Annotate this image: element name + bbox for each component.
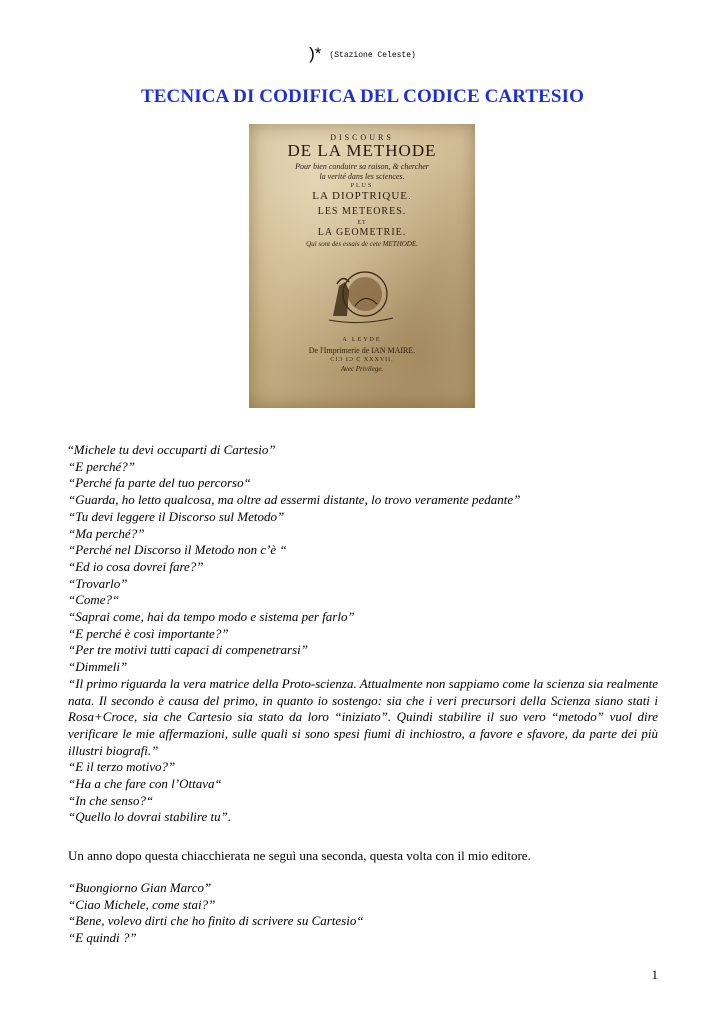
cover-line: ET bbox=[357, 220, 367, 226]
dialogue-line: “Trovarlo” bbox=[68, 575, 128, 591]
dialogue-line: “Per tre motivi tutti capaci di compenetrarsi” bbox=[68, 642, 308, 658]
dialogue-block bbox=[68, 442, 658, 826]
dialogue-line: “Come?“ bbox=[68, 592, 120, 608]
dialogue-paragraph: “Il primo riguarda la vera matrice della Proto-scienza. Attualmente non sappiamo come la scienza sia realmente nata. Il secondo è causa del primo, in quanto io sostengo: sia che i veri precursori della Scienza siano stati i Rosa+Croce, sia che Cartesio sia stato da loro “iniziato”. Quindi stabilire il suo vero “metodo” vuol dire verificare le mie affermazioni, sulle quali si sono spesi fiumi di inchiostro, a favore e sfavore, da parte dei più illustri biografi.” bbox=[68, 675, 658, 758]
dialogue-line: “Ed io cosa dovrei fare?” bbox=[68, 558, 204, 574]
cover-line: DISCOURS bbox=[330, 133, 394, 142]
dialogue-line: “Tu devi leggere il Discorso sul Metodo” bbox=[68, 508, 285, 524]
dialogue-line: “E quindi ?” bbox=[68, 930, 137, 946]
dialogue-line: “Buongiorno Gian Marco” bbox=[68, 880, 212, 895]
cover-line: LA DIOPTRIQUE. bbox=[312, 190, 412, 202]
dialogue-line: “Dimmeli” bbox=[68, 659, 128, 675]
dialogue-line: “E perché è così importante?” bbox=[68, 625, 229, 641]
cover-line: Avec Privilege. bbox=[340, 365, 384, 373]
dialogue-line: “Perché fa parte del tuo percorso“ bbox=[68, 475, 251, 491]
cover-line: la verité dans les sciences. bbox=[319, 172, 405, 181]
dialogue-line: “Ciao Michele, come stai?” bbox=[68, 896, 216, 912]
printer-emblem-icon bbox=[325, 256, 397, 328]
dialogue-line: “E perché?” bbox=[68, 458, 136, 474]
dialogue-line: “E il terzo motivo?” bbox=[68, 759, 176, 775]
dialogue-line: “Bene, volevo dirti che ho finito di scrivere su Cartesio“ bbox=[68, 913, 364, 929]
dialogue-text: Michele tu devi occuparti di Cartesio” bbox=[73, 442, 276, 457]
cover-line: A LEYDE bbox=[342, 337, 382, 343]
cover-line: DE LA METHODE bbox=[287, 141, 437, 160]
cover-line: PLUS bbox=[350, 183, 374, 189]
cover-line: Qui sont des essais de cete METHODE. bbox=[306, 240, 418, 248]
book-cover-image bbox=[249, 124, 475, 408]
cover-line: LES METEORES. bbox=[317, 206, 407, 217]
dialogue-line: “Perché nel Discorso il Metodo non c’è “ bbox=[68, 542, 287, 558]
page-header bbox=[0, 44, 725, 64]
dialogue-line: “In che senso?“ bbox=[68, 792, 154, 808]
document-title: TECNICA DI CODIFICA DEL CODICE CARTESIO bbox=[141, 86, 584, 107]
header-station-label: (Stazione Celeste) bbox=[329, 51, 416, 60]
dialogue-line: “Quello lo dovrai stabilire tu”. bbox=[68, 809, 232, 825]
opening-quote: “ bbox=[68, 442, 74, 457]
dialogue-line: “Ha a che fare con l’Ottava“ bbox=[68, 776, 222, 792]
page-number: 1 bbox=[651, 967, 658, 982]
dialogue-line bbox=[68, 442, 658, 459]
dialogue-line: “Saprai come, hai da tempo modo e sistema per farlo” bbox=[68, 609, 355, 625]
dialogue-line: “Ma perché?” bbox=[68, 525, 145, 541]
cover-line: CIƆ IƆ C XXXVII. bbox=[330, 357, 394, 363]
cover-line: Pour bien conduire sa raison, & chercher bbox=[295, 162, 429, 171]
cover-line: LA GEOMETRIE. bbox=[317, 227, 407, 238]
second-dialogue-block bbox=[68, 880, 658, 947]
header-mark: )* bbox=[309, 44, 322, 63]
dialogue-line: “Guarda, ho letto qualcosa, ma oltre ad essermi distante, lo trovo veramente pedante” bbox=[68, 492, 521, 508]
narration-paragraph: Un anno dopo questa chiacchierata ne seguì una seconda, questa volta con il mio editore. bbox=[68, 848, 531, 863]
cover-line: De l'Imprimerie de IAN MAIRE. bbox=[308, 346, 416, 355]
